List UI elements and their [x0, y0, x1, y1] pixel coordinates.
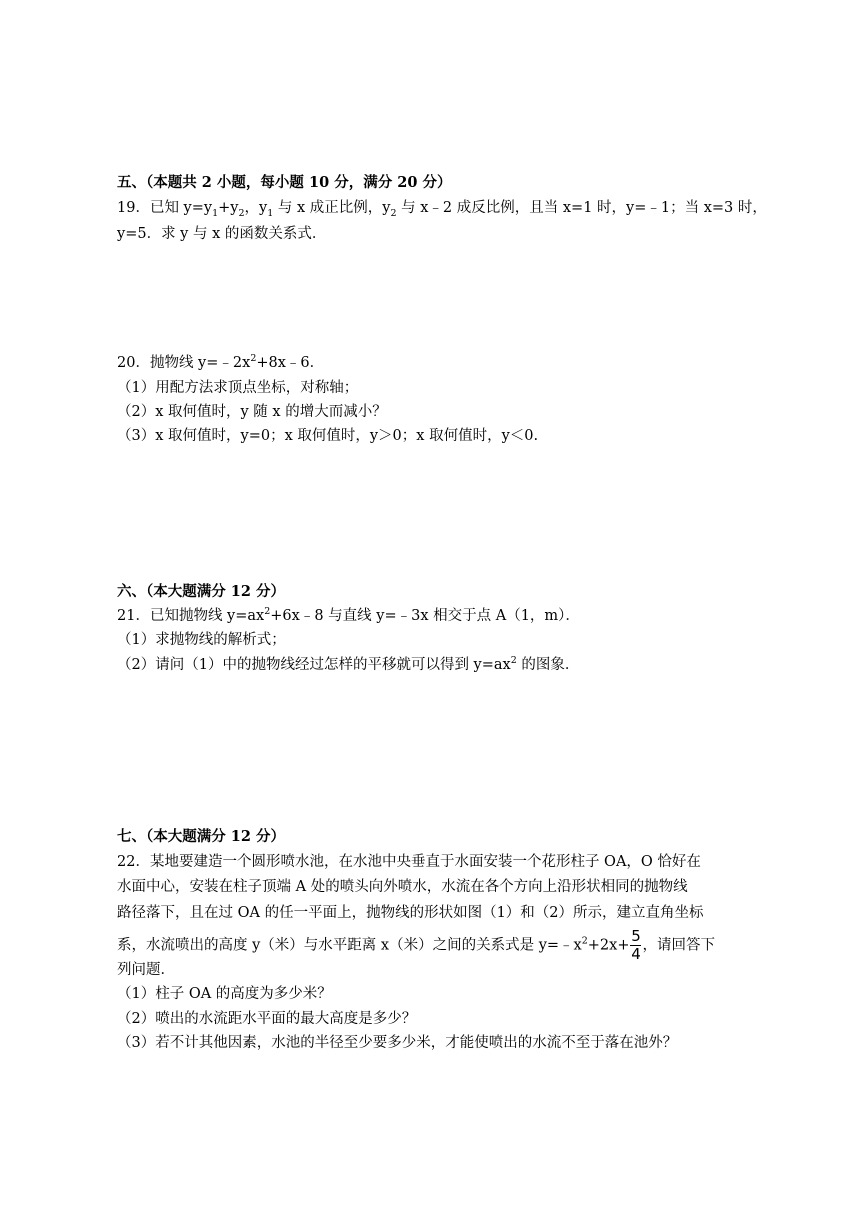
question-22-line-1: 22．某地要建造一个圆形喷水池，在水池中央垂直于水面安装一个花形柱子 OA，O 恰好在 — [117, 854, 701, 870]
question-22-line-2: 水面中心，安装在柱子顶端 A 处的喷头向外喷水，水流在各个方向上沿形状相同的抛物线 — [117, 879, 688, 895]
question-19-line-2: y=5．求 y 与 x 的函数关系式． — [117, 226, 327, 242]
question-20-part-3: （3）x 取何值时，y=0；x 取何值时，y＞0；x 取何值时，y＜0. — [117, 428, 539, 444]
question-22-part-1: （1）柱子 OA 的高度为多少米？ — [117, 986, 332, 1002]
question-22-part-3: （3）若不计其他因素，水池的半径至少要多少米，才能使喷出的水流不至于落在池外？ — [117, 1035, 678, 1051]
question-20-stem: 20．抛物线 $y=﹣2x^2+8x﹣6$． — [117, 353, 325, 371]
question-20-part-2: （2）x 取何值时，y 随 x 的增大而减小？ — [117, 404, 387, 420]
question-21-stem: 21．已知抛物线 $y=ax^2+6x﹣8$ 与直线 y=﹣3x 相交于点 A（1，m）． — [117, 606, 580, 624]
question-21-part-1: （1）求抛物线的解析式； — [117, 632, 286, 648]
question-22-line-4: 系，水流喷出的高度 y（米）与水平距离 x（米）之间的关系式是 $y=﹣x^2+2x+$ $\frac{5}{4}$ ，请回答下 — [117, 927, 715, 963]
question-21-part-2: （2）请问（1）中的抛物线经过怎样的平移就可以得到 $y=ax^2$ 的图象． — [117, 655, 580, 673]
question-22-part-2: （2）喷出的水流距水平面的最大高度是多少？ — [117, 1011, 417, 1027]
section-6-heading: 六、（本大题满分 12 分） — [117, 583, 286, 600]
section-7-heading: 七、（本大题满分 12 分） — [117, 828, 286, 845]
fraction-five-fourths: $\frac{5}{4}$ — [631, 927, 641, 963]
question-20-part-1: （1）用配方法求顶点坐标，对称轴； — [117, 380, 359, 396]
question-22-line-5: 列问题． — [117, 962, 175, 978]
section-5-heading: 五、（本题共 2 小题，每小题 10 分，满分 20 分） — [117, 174, 452, 191]
question-19-line-1: 19．已知 $y=y_1+y_2$，$y_1$ 与 x 成正比例，$y_2$ 与 x﹣2 成反比例，且当 x=1 时，y=﹣1；当 x=3 时， — [117, 200, 767, 219]
question-22-line-3: 路径落下，且在过 OA 的任一平面上，抛物线的形状如图（1）和（2）所示，建立直角坐标 — [117, 905, 704, 921]
